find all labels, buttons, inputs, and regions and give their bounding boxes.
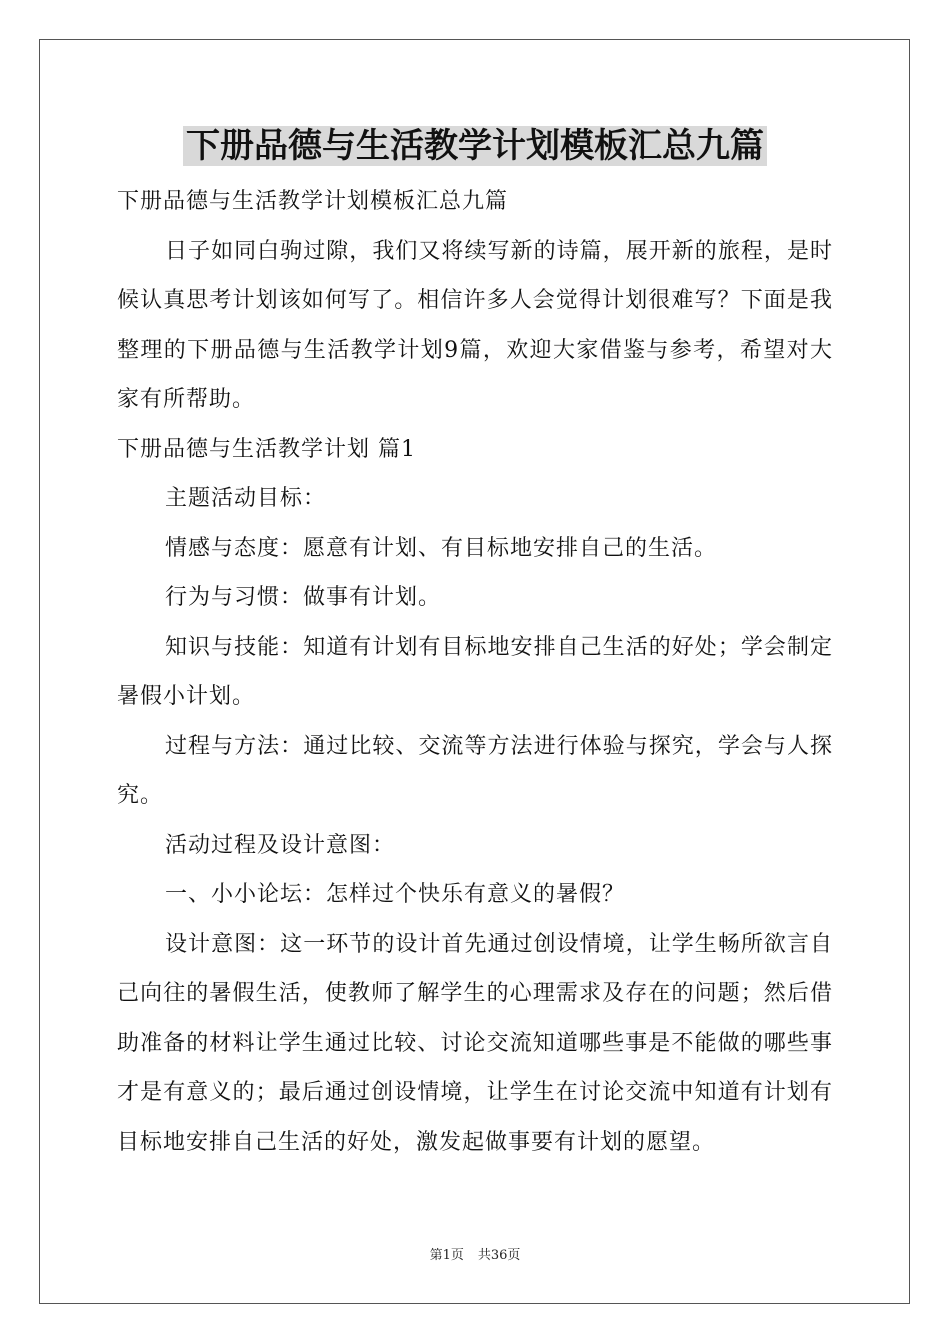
paragraph: 行为与习惯：做事有计划。 <box>165 585 442 610</box>
paragraph: 下册品德与生活教学计划模板汇总九篇 <box>117 189 509 214</box>
paragraph: 情感与态度：愿意有计划、有目标地安排自己的生活。 <box>165 535 718 561</box>
paragraph: 主题活动目标： <box>165 486 327 511</box>
document-title <box>0 122 950 170</box>
document-title-text: 下册品德与生活教学计划模板汇总九篇 <box>183 126 767 166</box>
page-footer <box>0 1246 950 1266</box>
paragraph: 活动过程及设计意图： <box>165 832 396 858</box>
document-body <box>117 177 833 1167</box>
page-total: 共36页 <box>477 1248 521 1263</box>
paragraph: 一、小小论坛：怎样过个快乐有意义的暑假？ <box>165 882 626 907</box>
paragraph: 日子如同白驹过隙，我们又将续写新的诗篇，展开新的旅程，是时候认真思考计划该如何写了。相信许多人会觉得计划很难写？下面是我整理的下册品德与生活教学计划9篇，欢迎大家借鉴与参考，希望对大家有所帮助。 <box>117 238 833 412</box>
section-heading: 下册品德与生活教学计划 篇1 <box>117 436 416 462</box>
paragraph: 设计意图：这一环节的设计首先通过创设情境，让学生畅所欲言自己向往的暑假生活，使教师了解学生的心理需求及存在的问题；然后借助准备的材料让学生通过比较、讨论交流知道哪些事是不能做的哪些事才是有意义的；最后通过创设情境，让学生在讨论交流中知道有计划有目标地安排自己生活的好处，激发起做事要有计划的愿望。 <box>117 931 833 1155</box>
paragraph: 过程与方法：通过比较、交流等方法进行体验与探究，学会与人探究。 <box>117 733 833 808</box>
paragraph: 知识与技能：知道有计划有目标地安排自己生活的好处；学会制定暑假小计划。 <box>117 634 833 709</box>
page-number: 第1页 <box>429 1248 464 1263</box>
